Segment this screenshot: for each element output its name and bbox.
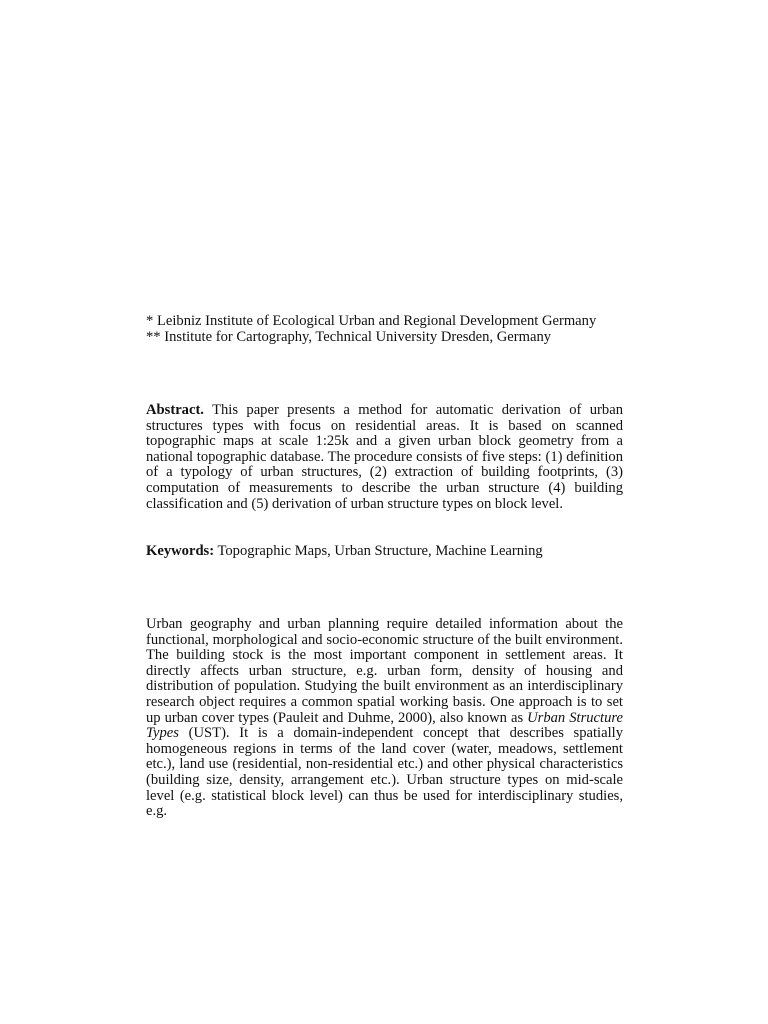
abstract-text: This paper presents a method for automatic derivation of urban structures types with focus on residential areas. It is based on scanned topographic maps at scale 1:25k and a given urban block geometry from a national topographic database. The procedure consists of five steps: (1) definition of a typology of urban structures, (2) extraction of building footprints, (3) computation of measurements to describe the urban structure (4) building classification and (5) derivation of urban structure types on block level.	[146, 402, 623, 512]
affiliation-1: * Leibniz Institute of Ecological Urban and Regional Development Germany	[146, 313, 597, 329]
abstract-label: Abstract.	[146, 402, 204, 418]
affiliations	[146, 314, 623, 345]
intro-text-1: Urban geography and urban planning require detailed information about the functional, morphological and socio-economic structure of the built environment. The building stock is the most important component in settlement areas. It directly affects urban structure, e.g. urban form, density of housing and distribution of population. Studying the built environment as an interdisciplinary research object requires a common spatial working basis. One approach is to set up urban cover types (Pauleit and Duhme, 2000), also known as	[146, 616, 623, 726]
keywords-label: Keywords:	[146, 543, 215, 559]
keywords-text: Topographic Maps, Urban Structure, Machine Learning	[214, 543, 543, 559]
intro-emphasis: Urban Structure Types	[146, 709, 623, 742]
keywords-line	[146, 544, 623, 560]
intro-text-2: (UST). It is a domain-independent concept that describes spatially homogeneous regions in terms of the land cover (water, meadows, settlement etc.), land use (residential, non-residential etc.) and other physical characteristics (building size, density, arrangement etc.). Urban structure types on mid-scale level (e.g. statistical block level) can thus be used for interdisciplinary studies, e.g.	[146, 725, 623, 820]
affiliation-2: ** Institute for Cartography, Technical University Dresden, Germany	[146, 328, 552, 345]
abstract-paragraph	[146, 403, 623, 512]
introduction-paragraph	[146, 617, 623, 820]
